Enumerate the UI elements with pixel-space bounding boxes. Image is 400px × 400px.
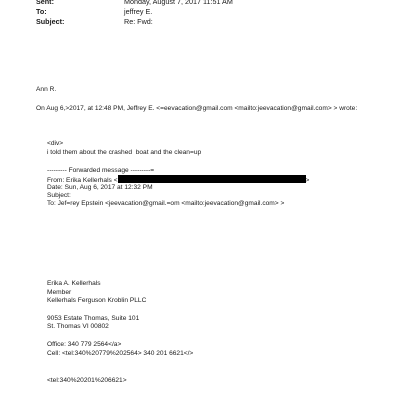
forward-subject: Subject: <box>47 192 71 199</box>
from-suffix: > <box>305 177 310 184</box>
signature-firm: Kellerhals Ferguson Kroblin PLLC <box>47 297 147 304</box>
div-tag: <div> <box>47 140 64 147</box>
sent-value: Monday, August 7, 2017 11:51 AM <box>124 0 233 6</box>
address-line-2: St. Thomas VI 00802 <box>47 323 109 330</box>
forward-date: Date: Sun, Aug 6, 2017 at 12:32 PM <box>47 184 153 191</box>
to-label: To: <box>36 7 47 16</box>
forward-separator: --------- Forwarded message ---------= <box>47 167 155 174</box>
tel-link: <tel:340%20201%206621> <box>47 377 127 384</box>
subject-value: Re: Fwd: <box>124 17 153 26</box>
quote-intro: On Aug 6,>2017, at 12:48 PM, Jeffrey E. <=eevacation@gmail.com <mailto:jeevacation@gmail.com> > wrote: <box>36 105 358 112</box>
office-phone: Office: 340 779 2564</a> <box>47 341 122 348</box>
signature-title: Member <box>47 289 72 296</box>
subject-label: Subject: <box>36 17 65 26</box>
address-line-1: 9053 Estate Thomas, Suite 101 <box>47 315 140 322</box>
sent-label: Sent: <box>36 0 54 6</box>
from-prefix: From: Erika Kellerhals < <box>47 177 118 184</box>
to-value: jeffrey E. <box>124 7 153 16</box>
redaction-bar <box>118 175 306 183</box>
cell-phone: Cell: <tel:340%20779%202564> 340 201 6621</> <box>47 350 194 357</box>
quoted-message: i told them about the crashed boat and the clean=up <box>47 149 202 156</box>
forward-to: To: Jef=rey Epstein <jeevacation@gmail.=om <mailto:jeevacation@gmail.com> > <box>47 200 285 207</box>
signoff: Ann R. <box>36 86 57 93</box>
signature-name: Erika A. Kellerhals <box>47 280 101 287</box>
